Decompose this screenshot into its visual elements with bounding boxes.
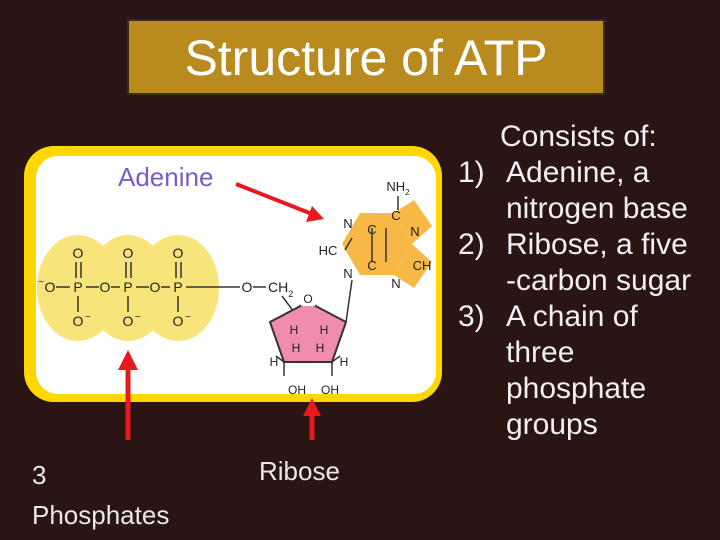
svg-text:−: − xyxy=(85,312,91,323)
consists-of-list xyxy=(458,119,718,443)
adenine-arrow xyxy=(236,184,324,222)
phosphates-arrow xyxy=(118,350,138,440)
phosphorus-1: P xyxy=(73,279,83,295)
adenine-n-2: N xyxy=(410,224,420,239)
oxygen-top-1: O xyxy=(72,245,84,261)
consists-heading: Consists of: xyxy=(500,120,657,153)
ribose-h-5: H xyxy=(269,355,279,369)
ribose-h-1: H xyxy=(289,323,299,337)
list-item xyxy=(458,299,718,443)
svg-text:−: − xyxy=(38,277,44,288)
adenine-ring xyxy=(342,200,432,288)
ribose-h-3: H xyxy=(291,341,301,355)
list-line: A chain of xyxy=(506,300,638,333)
oxygen-bridge-2: O xyxy=(149,279,161,295)
adenine-hc: HC xyxy=(318,243,338,258)
adenine-c-3: C xyxy=(367,258,377,273)
oxygen-top-3: O xyxy=(172,245,184,261)
oxygen-top-2: O xyxy=(122,245,134,261)
ribose-h-4: H xyxy=(315,341,325,355)
hydroxyl-1: OH xyxy=(288,383,306,397)
phosphates-label xyxy=(32,455,169,535)
phosphorus-2: P xyxy=(123,279,133,295)
adenine-c-2: C xyxy=(367,222,377,237)
ribose-arrow xyxy=(303,398,321,440)
list-item xyxy=(458,155,718,227)
list-line: phosphate xyxy=(506,372,647,405)
ribose-h-6: H xyxy=(339,355,349,369)
o-minus-bottom-1: O xyxy=(72,313,84,329)
ribose-h-2: H xyxy=(319,323,329,337)
slide-title: Structure of ATP xyxy=(184,30,548,86)
o-minus-bottom-3: O xyxy=(172,313,184,329)
svg-text:−: − xyxy=(185,312,191,323)
ch2-group: $CH_2$ xyxy=(268,279,294,299)
list-number: 3) xyxy=(458,300,485,333)
adenine-label: Adenine xyxy=(118,162,214,192)
o-minus-left: O xyxy=(44,279,56,295)
ribose-oxygen: O xyxy=(303,292,313,306)
list-item xyxy=(458,227,718,299)
list-line: Ribose, a five xyxy=(506,228,688,261)
adenine-n-1: N xyxy=(343,216,353,231)
adenine-ch: CH xyxy=(412,258,432,273)
oxygen-ester: O xyxy=(241,279,253,295)
ribose-label: Ribose xyxy=(259,456,340,486)
phosphates-label-line2: Phosphates xyxy=(32,500,170,530)
list-number: 2) xyxy=(458,228,485,261)
adenine-n-3: N xyxy=(343,266,353,281)
list-line: three xyxy=(506,336,575,369)
amino-group: $NH_2$ xyxy=(386,179,410,197)
list-line: -carbon sugar xyxy=(506,264,692,297)
list-line: nitrogen base xyxy=(506,192,688,225)
svg-text:−: − xyxy=(135,312,141,323)
adenine-c-1: C xyxy=(391,208,401,223)
list-line: Adenine, a xyxy=(506,156,650,189)
adenine-n-4: N xyxy=(391,276,401,291)
oxygen-bridge-1: O xyxy=(99,279,111,295)
phosphorus-3: P xyxy=(173,279,183,295)
hydroxyl-2: OH xyxy=(321,383,339,397)
o-minus-bottom-2: O xyxy=(122,313,134,329)
list-number: 1) xyxy=(458,156,485,189)
list-line: groups xyxy=(506,408,598,441)
phosphates-label-line1: 3 xyxy=(32,460,47,490)
